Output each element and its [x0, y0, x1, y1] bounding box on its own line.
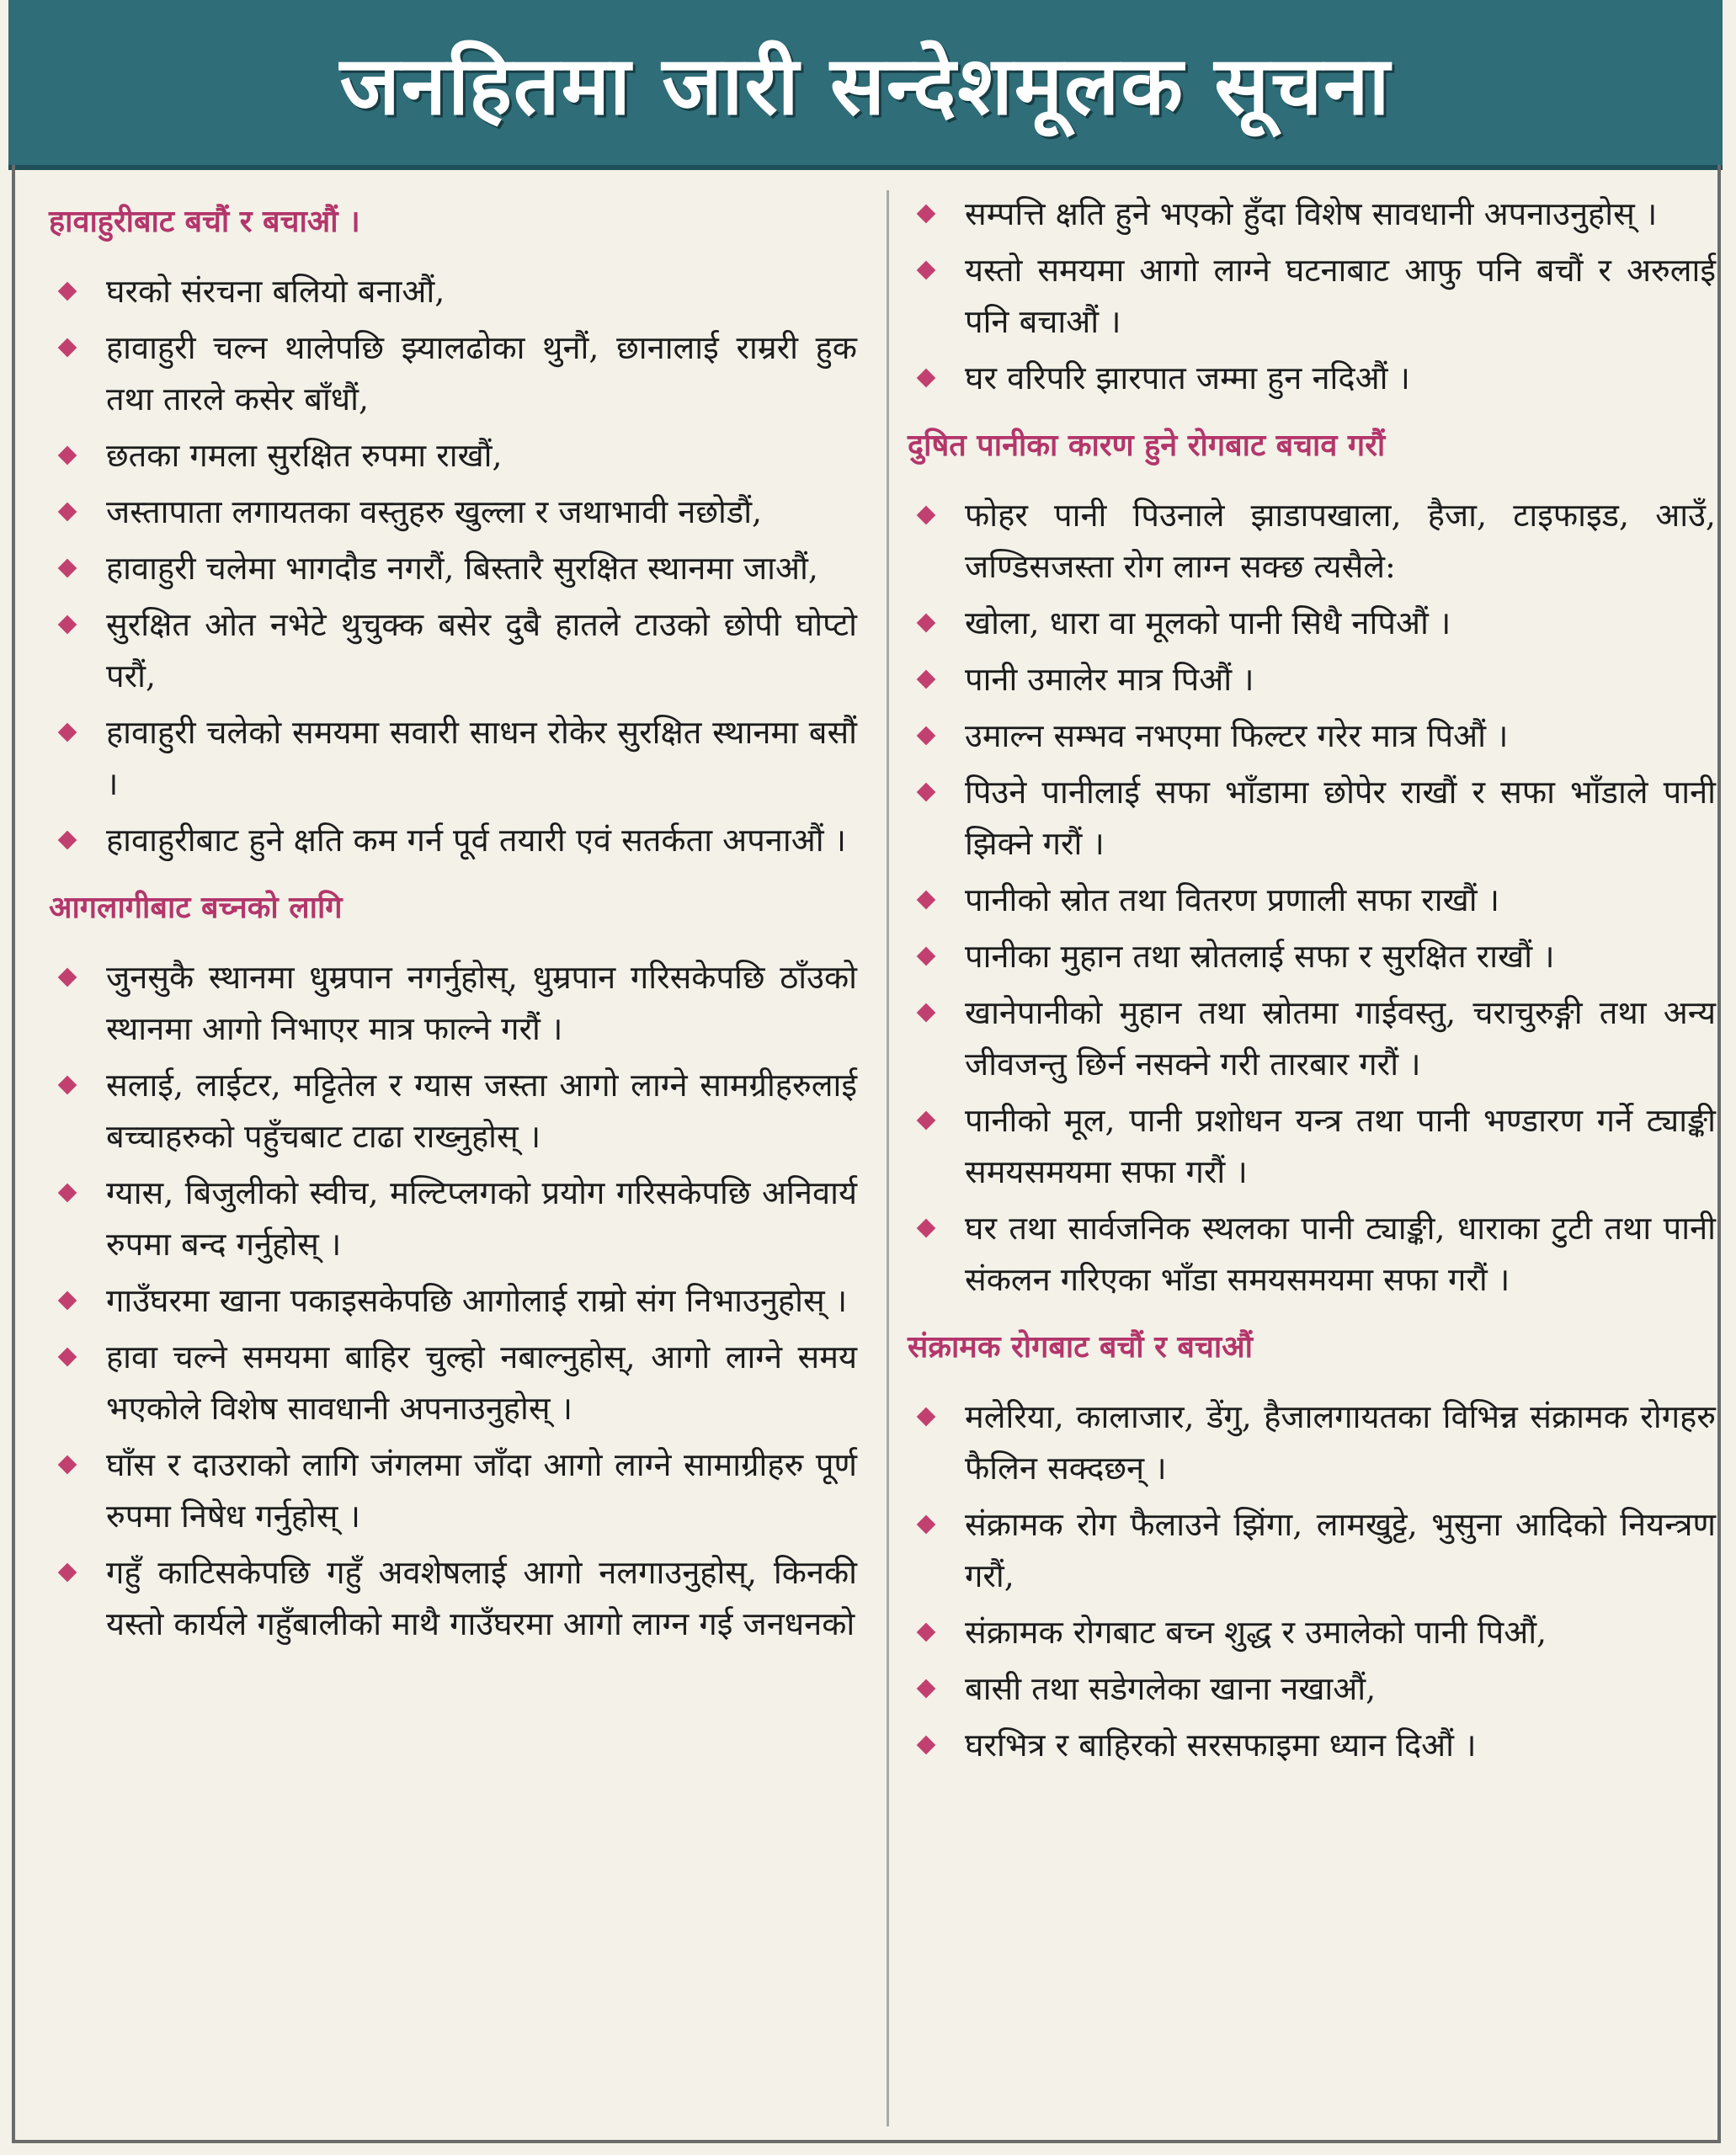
bullet-icon	[917, 205, 936, 224]
list-item	[49, 1275, 857, 1327]
list-item	[49, 952, 857, 1055]
list-item	[908, 654, 1716, 705]
list-item-text: जुनसुकै स्थानमा धुम्रपान नगर्नुहोस्, धुम्रपान गरिसकेपछि ठाँउको स्थानमा आगो निभाएर मात्र फाल्ने गरौं ।	[106, 959, 857, 1047]
list-item	[49, 815, 857, 866]
list-item	[908, 1095, 1716, 1198]
list-item	[908, 1391, 1716, 1494]
section-heading: हावाहुरीबाट बचौं र बचाऔं ।	[49, 205, 360, 239]
list-item	[49, 599, 857, 702]
list-item	[49, 1168, 857, 1270]
list-item	[908, 875, 1716, 926]
list-item-text: जस्तापाता लगायतका वस्तुहरु खुल्ला र जथाभावी नछोडौं,	[106, 493, 763, 530]
list-item-text: पानीको स्रोत तथा वितरण प्रणाली सफा राखौं ।	[965, 881, 1500, 918]
list-item	[908, 931, 1716, 982]
section-heading: संक्रामक रोगबाट बचौं र बचाऔं	[908, 1330, 1253, 1365]
bullet-icon	[917, 1736, 936, 1755]
page-title: जनहितमा जारी सन्देशमूलक सूचना	[339, 38, 1392, 133]
bullet-icon	[58, 1291, 77, 1311]
content-frame	[12, 165, 1721, 2143]
list-item	[908, 598, 1716, 649]
list-item-text: हावाहुरी चल्न थालेपछि झ्यालढोका थुनौं, छानालाई राम्ररी हुक तथा तारले कसेर बाँधौं,	[106, 329, 857, 418]
list-item	[908, 1720, 1716, 1771]
list-item-text: गहुँ काटिसकेपछि गहुँ अवशेषलाई आगो नलगाउनुहोस्, किनकी यस्तो कार्यले गहुँबालीको माथै गाउँघरमा आगो लाग्न गई जनधनको	[106, 1554, 857, 1642]
list-item-text: संक्रामक रोगबाट बच्न शुद्ध र उमालेको पानी पिऔं,	[965, 1614, 1547, 1651]
list-item-text: सलाई, लाईटर, मट्टितेल र ग्यास जस्ता आगो लाग्ने सामग्रीहरुलाई बच्चाहरुको पहुँचबाट टाढा राख्नुहोस् ।	[106, 1067, 857, 1155]
bullet-icon	[917, 1003, 936, 1023]
list-item	[908, 767, 1716, 870]
intro-list	[908, 189, 1716, 404]
right-column	[908, 189, 1716, 1791]
list-item-text: छतका गमला सुरक्षित रुपमा राखौं,	[106, 437, 503, 474]
list-item	[908, 710, 1716, 762]
list-item	[49, 543, 857, 594]
list-item	[49, 430, 857, 482]
bullet-icon	[58, 1076, 77, 1095]
bullet-icon	[917, 1679, 936, 1699]
list-item-text: हावा चल्ने समयमा बाहिर चुल्हो नबाल्नुहोस्, आगो लाग्ने समय भएकोले विशेष सावधानी अपनाउनुहोस् ।	[106, 1338, 857, 1427]
list-item-text: गाउँघरमा खाना पकाइसकेपछि आगोलाई राम्रो संग निभाउनुहोस् ।	[106, 1282, 848, 1319]
list-item	[908, 490, 1716, 593]
section-list	[908, 1391, 1716, 1771]
list-item	[49, 266, 857, 317]
list-item	[908, 245, 1716, 348]
bullet-icon	[58, 831, 77, 850]
section-list	[908, 490, 1716, 1306]
list-item-text: उमाल्न सम्भव नभएमा फिल्टर गरेर मात्र पिऔं ।	[965, 717, 1509, 754]
bullet-icon	[58, 1455, 77, 1475]
list-item-text: मलेरिया, कालाजार, डेंगु, हैजालगायतका विभिन्न संक्रामक रोगहरु फैलिन सक्दछन् ।	[965, 1398, 1716, 1487]
list-item-text: पिउने पानीलाई सफा भाँडामा छोपेर राखौं र सफा भाँडाले पानी झिक्ने गरौं ।	[965, 774, 1716, 862]
bullet-icon	[58, 968, 77, 987]
list-item-text: हावाहुरी चलेमा भागदौड नगरौं, बिस्तारै सुरक्षित स्थानमा जाऔं,	[106, 550, 818, 587]
list-item-text: घरभित्र र बाहिरको सरसफाइमा ध्यान दिऔं ।	[965, 1727, 1477, 1764]
list-item-text: हावाहुरीबाट हुने क्षति कम गर्न पूर्व तयारी एवं सतर्कता अपनाऔं ।	[106, 822, 847, 859]
list-item-text: संक्रामक रोग फैलाउने झिंगा, लामखुट्टे, भुसुना आदिको नियन्त्रण गरौं,	[965, 1506, 1716, 1594]
bullet-icon	[917, 261, 936, 280]
list-item	[908, 189, 1716, 240]
bullet-icon	[917, 369, 936, 388]
bullet-icon	[58, 723, 77, 742]
list-item-text: सुरक्षित ओत नभेटे थुचुक्क बसेर दुबै हातले टाउको छोपी घोप्टो परौं,	[106, 606, 857, 694]
list-item	[908, 1203, 1716, 1306]
title-banner	[8, 0, 1723, 170]
list-item-text: पानीको मूल, पानी प्रशोधन यन्त्र तथा पानी भण्डारण गर्ने ट्याङ्की समयसमयमा सफा गरौं ।	[965, 1102, 1716, 1190]
list-item	[49, 322, 857, 425]
section-heading: दुषित पानीका कारण हुने रोगबाट बचाव गरौं	[908, 428, 1386, 463]
bullet-icon	[917, 1111, 936, 1131]
list-item	[908, 353, 1716, 404]
bullet-icon	[58, 446, 77, 466]
list-item-text: खोला, धारा वा मूलको पानी सिधै नपिऔं ।	[965, 604, 1451, 641]
left-column	[49, 189, 857, 1670]
list-item-text: फोहर पानी पिउनाले झाडापखाला, हैजा, टाइफाइड, आउँ, जण्डिसजस्ता रोग लाग्न सक्छ त्यसैले:	[965, 497, 1716, 585]
section-list	[49, 266, 857, 866]
list-item-text: घाँस र दाउराको लागि जंगलमा जाँदा आगो लाग्ने सामाग्रीहरु पूर्ण रुपमा निषेध गर्नुहोस् ।	[106, 1446, 857, 1535]
bullet-icon	[917, 506, 936, 525]
list-item	[49, 1439, 857, 1542]
bullet-icon	[917, 891, 936, 910]
list-item-text: यस्तो समयमा आगो लाग्ने घटनाबाट आफु पनि बचौं र अरुलाई पनि बचाऔं ।	[965, 252, 1716, 340]
bullet-icon	[917, 1623, 936, 1642]
list-item-text: घर वरिपरि झारपात जम्मा हुन नदिऔं ।	[965, 359, 1410, 396]
bullet-icon	[917, 670, 936, 689]
list-item-text: पानी उमालेर मात्र पिऔं ।	[965, 661, 1254, 698]
list-item-text: घर तथा सार्वजनिक स्थलका पानी ट्याङ्की, धाराका टुटी तथा पानी संकलन गरिएका भाँडा समयसमयमा सफा गरौं ।	[965, 1210, 1716, 1298]
list-item-text: हावाहुरी चलेको समयमा सवारी साधन रोकेर सुरक्षित स्थानमा बसौं ।	[106, 714, 857, 802]
bullet-icon	[58, 1348, 77, 1367]
bullet-icon	[917, 1407, 936, 1427]
list-item	[908, 1663, 1716, 1715]
list-item-text: घरको संरचना बलियो बनाऔं,	[106, 273, 445, 310]
list-item	[49, 1547, 857, 1650]
list-item	[49, 1332, 857, 1434]
list-item	[908, 1607, 1716, 1658]
list-item-text: पानीका मुहान तथा स्रोतलाई सफा र सुरक्षित राखौं ।	[965, 938, 1555, 975]
list-item-text: खानेपानीको मुहान तथा स्रोतमा गाईवस्तु, चराचुरुङ्गी तथा अन्य जीवजन्तु छिर्न नसक्ने गरी तारबार गरौं ।	[965, 994, 1716, 1083]
bullet-icon	[917, 614, 936, 633]
bullet-icon	[58, 338, 77, 358]
bullet-icon	[58, 1563, 77, 1583]
list-item	[908, 987, 1716, 1090]
list-item-text: ग्यास, बिजुलीको स्वीच, मल्टिप्लगको प्रयोग गरिसकेपछि अनिवार्य रुपमा बन्द गर्नुहोस् ।	[106, 1174, 857, 1263]
list-item	[49, 1060, 857, 1163]
bullet-icon	[917, 726, 936, 746]
column-divider	[887, 190, 889, 2126]
list-item-text: सम्पत्ति क्षति हुने भएको हुँदा विशेष सावधानी अपनाउनुहोस् ।	[965, 195, 1658, 232]
bullet-icon	[917, 947, 936, 966]
bullet-icon	[58, 559, 77, 578]
list-item	[49, 707, 857, 810]
list-item	[49, 487, 857, 538]
bullet-icon	[58, 615, 77, 635]
list-item	[908, 1499, 1716, 1602]
bullet-icon	[917, 1219, 936, 1238]
bullet-icon	[58, 282, 77, 301]
section-heading: आगलागीबाट बच्नको लागि	[49, 891, 343, 925]
section-list	[49, 952, 857, 1650]
bullet-icon	[58, 1184, 77, 1203]
bullet-icon	[58, 503, 77, 522]
list-item-text: बासी तथा सडेगलेका खाना नखाऔं,	[965, 1670, 1377, 1707]
bullet-icon	[917, 1515, 936, 1535]
bullet-icon	[917, 783, 936, 802]
